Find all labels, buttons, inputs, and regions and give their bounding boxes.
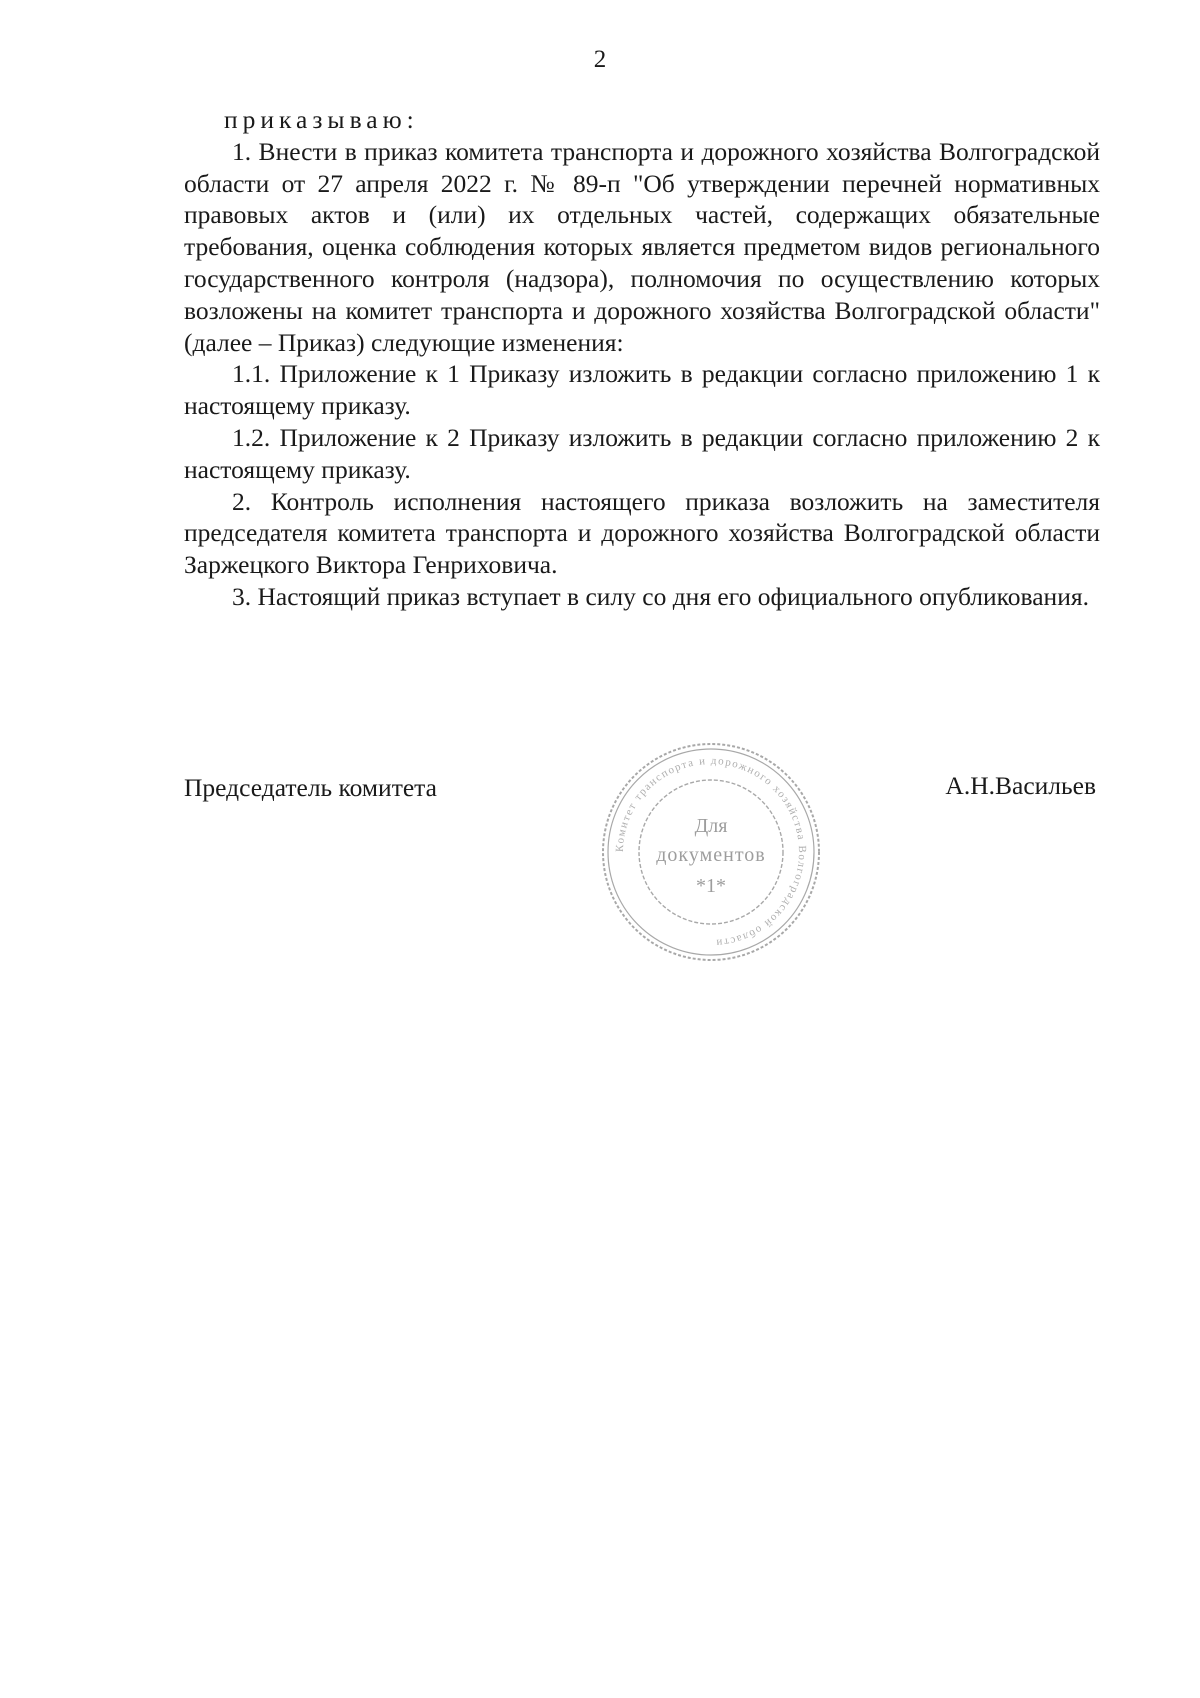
document-body (184, 104, 1100, 613)
paragraph-item-3: 3. Настоящий приказ вступает в силу со дня его официального опубликования. (232, 581, 1089, 611)
page-number: 2 (593, 46, 607, 73)
signatory-name: А.Н.Васильев (945, 771, 1096, 800)
paragraph-item-2: 2. Контроль исполнения настоящего приказа возложить на заместителя председателя комитета транспорта и дорожного хозяйства Волгоградской области Заржецкого Виктора Генриховича. (184, 486, 1100, 580)
stamp-line-2: документов (656, 844, 766, 866)
paragraph-item-1-1: 1.1. Приложение к 1 Приказу изложить в редакции согласно приложению 1 к настоящему приказу. (184, 359, 1100, 421)
official-stamp (596, 737, 826, 967)
signatory-position: Председатель комитета (184, 773, 437, 802)
stamp-line-1: Для (694, 815, 728, 837)
stamp-line-3: *1* (696, 875, 726, 897)
paragraph-item-1: 1. Внести в приказ комитета транспорта и дорожного хозяйства Волгоградской области от 27 апреля 2022 г. № 89-п "Об утверждении перечней нормативных правовых актов и (или) их отдельных частей, содержащих обязательные требования, оценка соблюдения которых является предметом видов регионального государственного контроля (надзора), полномочия по осуществлению которых возложены на комитет транспорта и дорожного хозяйства Волгоградской области" (далее – Приказ) следующие изменения: (184, 136, 1100, 357)
paragraph-item-1-2: 1.2. Приложение к 2 Приказу изложить в редакции согласно приложению 2 к настоящему приказу. (184, 422, 1100, 484)
stamp-ring-path-text: Комитет транспорта и дорожного хозяйства Волгоградской области (613, 754, 809, 949)
intro-line: приказываю: (224, 105, 419, 134)
